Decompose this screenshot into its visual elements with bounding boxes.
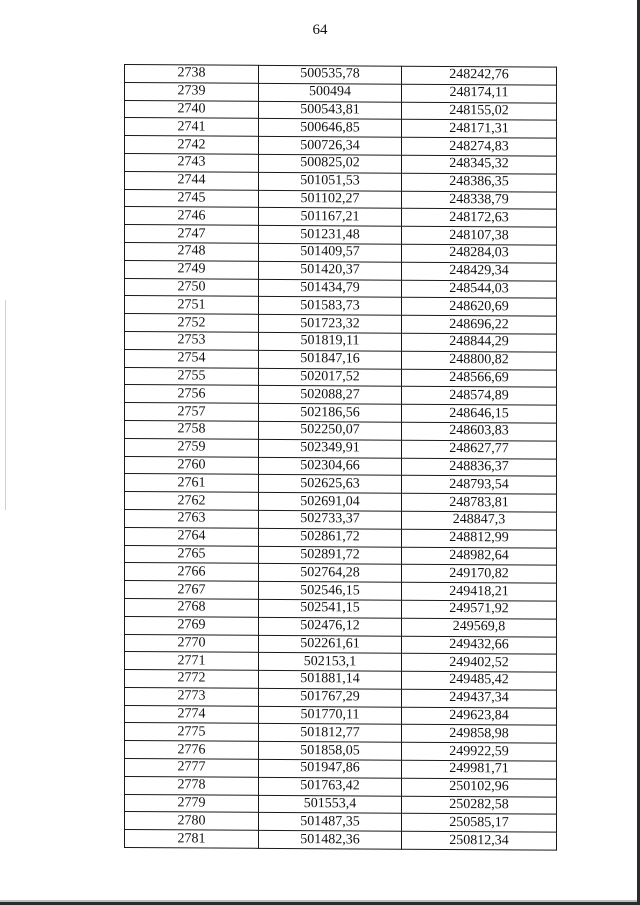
point-number-cell: 2740 — [125, 100, 259, 119]
x-coordinate-cell: 501881,14 — [259, 670, 402, 689]
point-number-cell: 2762 — [125, 492, 259, 511]
point-number-cell: 2759 — [125, 438, 259, 457]
point-number-cell: 2766 — [125, 563, 259, 582]
x-coordinate-cell: 502625,63 — [259, 475, 402, 494]
y-coordinate-cell: 249437,34 — [402, 689, 557, 708]
x-coordinate-cell: 501434,79 — [259, 279, 402, 298]
point-number-cell: 2749 — [125, 260, 259, 279]
point-number-cell: 2775 — [125, 723, 259, 742]
y-coordinate-cell: 248847,3 — [402, 511, 557, 530]
point-number-cell: 2756 — [125, 385, 259, 404]
y-coordinate-cell: 248345,32 — [402, 155, 557, 174]
y-coordinate-cell: 248174,11 — [402, 84, 557, 103]
point-number-cell: 2754 — [125, 349, 259, 368]
point-number-cell: 2778 — [125, 776, 259, 795]
y-coordinate-cell: 250102,96 — [402, 778, 557, 797]
y-coordinate-cell: 248696,22 — [402, 315, 557, 334]
y-coordinate-cell: 248172,63 — [402, 209, 557, 228]
y-coordinate-cell: 249623,84 — [402, 707, 557, 726]
x-coordinate-cell: 502186,56 — [259, 403, 402, 422]
x-coordinate-cell: 502476,12 — [259, 617, 402, 636]
point-number-cell: 2761 — [125, 474, 259, 493]
point-number-cell: 2748 — [125, 242, 259, 261]
x-coordinate-cell: 502546,15 — [259, 581, 402, 600]
y-coordinate-cell: 248284,03 — [402, 244, 557, 263]
y-coordinate-cell: 249569,8 — [402, 618, 557, 637]
x-coordinate-cell: 501051,53 — [259, 172, 402, 191]
point-number-cell: 2764 — [125, 527, 259, 546]
y-coordinate-cell: 249981,71 — [402, 760, 557, 779]
y-coordinate-cell: 248242,76 — [402, 66, 557, 85]
x-coordinate-cell: 501482,36 — [259, 831, 402, 850]
point-number-cell: 2767 — [125, 581, 259, 600]
x-coordinate-cell: 500494 — [259, 83, 402, 102]
y-coordinate-cell: 248800,82 — [402, 351, 557, 370]
point-number-cell: 2768 — [125, 598, 259, 617]
x-coordinate-cell: 501487,35 — [259, 813, 402, 832]
y-coordinate-cell: 248429,34 — [402, 262, 557, 281]
x-coordinate-cell: 501231,48 — [259, 225, 402, 244]
point-number-cell: 2744 — [125, 171, 259, 190]
point-number-cell: 2738 — [125, 65, 259, 84]
x-coordinate-cell: 501947,86 — [259, 759, 402, 778]
x-coordinate-cell: 501763,42 — [259, 777, 402, 796]
x-coordinate-cell: 502891,72 — [259, 546, 402, 565]
y-coordinate-cell: 248793,54 — [402, 476, 557, 495]
y-coordinate-cell: 248107,38 — [402, 226, 557, 245]
x-coordinate-cell: 501847,16 — [259, 350, 402, 369]
y-coordinate-cell: 248544,03 — [402, 280, 557, 299]
y-coordinate-cell: 250585,17 — [402, 814, 557, 833]
y-coordinate-cell: 248171,31 — [402, 120, 557, 139]
x-coordinate-cell: 501858,05 — [259, 742, 402, 761]
y-coordinate-cell: 249485,42 — [402, 671, 557, 690]
y-coordinate-cell: 248574,89 — [402, 387, 557, 406]
x-coordinate-cell: 502304,66 — [259, 457, 402, 476]
x-coordinate-cell: 501767,29 — [259, 688, 402, 707]
x-coordinate-cell: 502017,52 — [259, 368, 402, 387]
point-number-cell: 2741 — [125, 118, 259, 137]
x-coordinate-cell: 500825,02 — [259, 154, 402, 173]
x-coordinate-cell: 500535,78 — [259, 65, 402, 84]
point-number-cell: 2757 — [125, 403, 259, 422]
x-coordinate-cell: 502691,04 — [259, 492, 402, 511]
point-number-cell: 2770 — [125, 634, 259, 653]
x-coordinate-cell: 501723,32 — [259, 314, 402, 333]
x-coordinate-cell: 501420,37 — [259, 261, 402, 280]
y-coordinate-cell: 249418,21 — [402, 582, 557, 601]
y-coordinate-cell: 248627,77 — [402, 440, 557, 459]
x-coordinate-cell: 502764,28 — [259, 564, 402, 583]
point-number-cell: 2753 — [125, 331, 259, 350]
point-number-cell: 2745 — [125, 189, 259, 208]
y-coordinate-cell: 248646,15 — [402, 404, 557, 423]
point-number-cell: 2755 — [125, 367, 259, 386]
point-number-cell: 2774 — [125, 705, 259, 724]
point-number-cell: 2776 — [125, 741, 259, 760]
y-coordinate-cell: 248982,64 — [402, 547, 557, 566]
point-number-cell: 2771 — [125, 652, 259, 671]
point-number-cell: 2769 — [125, 616, 259, 635]
y-coordinate-cell: 249170,82 — [402, 565, 557, 584]
x-coordinate-cell: 501102,27 — [259, 190, 402, 209]
x-coordinate-cell: 502733,37 — [259, 510, 402, 529]
point-number-cell: 2763 — [125, 509, 259, 528]
y-coordinate-cell: 248844,29 — [402, 333, 557, 352]
y-coordinate-cell: 248274,83 — [402, 137, 557, 156]
point-number-cell: 2780 — [125, 812, 259, 831]
x-coordinate-cell: 502153,1 — [259, 653, 402, 672]
x-coordinate-cell: 501553,4 — [259, 795, 402, 814]
point-number-cell: 2746 — [125, 207, 259, 226]
x-coordinate-cell: 500646,85 — [259, 119, 402, 138]
point-number-cell: 2743 — [125, 153, 259, 172]
point-number-cell: 2752 — [125, 314, 259, 333]
y-coordinate-cell: 248386,35 — [402, 173, 557, 192]
point-number-cell: 2765 — [125, 545, 259, 564]
y-coordinate-cell: 249858,98 — [402, 725, 557, 744]
point-number-cell: 2777 — [125, 759, 259, 778]
x-coordinate-cell: 501770,11 — [259, 706, 402, 725]
x-coordinate-cell: 502088,27 — [259, 386, 402, 405]
x-coordinate-cell: 502541,15 — [259, 599, 402, 618]
y-coordinate-cell: 249922,59 — [402, 742, 557, 761]
point-number-cell: 2779 — [125, 794, 259, 813]
x-coordinate-cell: 501409,57 — [259, 243, 402, 262]
y-coordinate-cell: 249402,52 — [402, 653, 557, 672]
y-coordinate-cell: 249571,92 — [402, 600, 557, 619]
point-number-cell: 2781 — [125, 830, 259, 849]
x-coordinate-cell: 500543,81 — [259, 101, 402, 120]
y-coordinate-cell: 248783,81 — [402, 493, 557, 512]
x-coordinate-cell: 502261,61 — [259, 635, 402, 654]
x-coordinate-cell: 502349,91 — [259, 439, 402, 458]
x-coordinate-cell: 502250,07 — [259, 421, 402, 440]
point-number-cell: 2742 — [125, 136, 259, 155]
point-number-cell: 2750 — [125, 278, 259, 297]
point-number-cell: 2760 — [125, 456, 259, 475]
y-coordinate-cell: 248836,37 — [402, 458, 557, 477]
y-coordinate-cell: 248566,69 — [402, 369, 557, 388]
y-coordinate-cell: 250812,34 — [402, 831, 557, 850]
point-number-cell: 2747 — [125, 225, 259, 244]
point-number-cell: 2772 — [125, 670, 259, 689]
y-coordinate-cell: 248338,79 — [402, 191, 557, 210]
table-row — [125, 830, 557, 850]
x-coordinate-cell: 502861,72 — [259, 528, 402, 547]
y-coordinate-cell: 248155,02 — [402, 102, 557, 121]
x-coordinate-cell: 501819,11 — [259, 332, 402, 351]
point-number-cell: 2739 — [125, 82, 259, 101]
y-coordinate-cell: 248603,83 — [402, 422, 557, 441]
x-coordinate-cell: 501167,21 — [259, 208, 402, 227]
coordinates-table — [124, 64, 557, 851]
point-number-cell: 2758 — [125, 420, 259, 439]
point-number-cell: 2751 — [125, 296, 259, 315]
coordinates-table-body — [125, 65, 557, 851]
y-coordinate-cell: 250282,58 — [402, 796, 557, 815]
x-coordinate-cell: 501812,77 — [259, 724, 402, 743]
page-number: 64 — [312, 22, 328, 38]
y-coordinate-cell: 249432,66 — [402, 636, 557, 655]
y-coordinate-cell: 248620,69 — [402, 298, 557, 317]
x-coordinate-cell: 501583,73 — [259, 297, 402, 316]
x-coordinate-cell: 500726,34 — [259, 137, 402, 156]
y-coordinate-cell: 248812,99 — [402, 529, 557, 548]
point-number-cell: 2773 — [125, 687, 259, 706]
scan-margin-mark — [5, 300, 6, 510]
